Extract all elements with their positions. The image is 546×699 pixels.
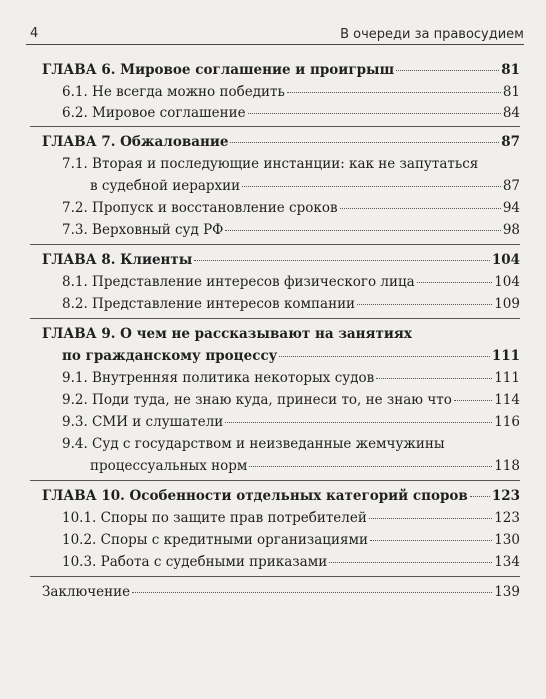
toc-section-9-3[interactable] <box>62 414 520 430</box>
leader-dots <box>376 378 492 379</box>
toc-entry-title: ГЛАВА 6. Мировое соглашение и проигрыш <box>42 62 395 78</box>
toc-entry-title: 9.3. СМИ и слушатели <box>62 414 224 430</box>
toc-section-9-4-line2[interactable] <box>90 458 520 474</box>
toc-entry-title: ГЛАВА 7. Обжалование <box>42 134 229 150</box>
running-title: В очереди за правосудием <box>340 27 524 42</box>
toc-entry-title: 7.1. Вторая и последующие инстанции: как не запутаться <box>62 156 479 172</box>
toc-entry-title: 6.1. Не всегда можно победить <box>62 84 285 100</box>
toc-entry-title-continued: процессуальных норм <box>90 458 248 474</box>
toc-page-number: 94 <box>502 200 520 216</box>
toc-entry-title: 9.2. Поди туда, не знаю куда, принеси то, не знаю что <box>62 392 452 408</box>
toc-page-number: 123 <box>494 510 520 526</box>
toc-page-number: 104 <box>494 274 520 290</box>
page-header <box>26 22 524 45</box>
divider <box>30 318 520 319</box>
toc-section-6-2[interactable] <box>62 105 520 121</box>
toc-page-number: 84 <box>502 105 520 121</box>
page-number: 4 <box>30 26 39 41</box>
toc-page-number: 114 <box>494 392 520 408</box>
leader-dots <box>454 400 492 401</box>
toc-conclusion[interactable] <box>42 584 520 600</box>
divider <box>30 126 520 127</box>
leader-dots <box>340 208 501 209</box>
toc-page-number: 111 <box>491 348 520 364</box>
toc-section-7-2[interactable] <box>62 200 520 216</box>
toc-page-number: 81 <box>502 84 520 100</box>
toc-entry-title: 7.3. Верховный суд РФ <box>62 222 224 238</box>
toc-page-number: 104 <box>491 252 520 268</box>
toc-chapter-7[interactable] <box>42 134 520 150</box>
toc-page-number: 130 <box>494 532 520 548</box>
toc-entry-title: ГЛАВА 10. Особенности отдельных категорий споров <box>42 488 468 504</box>
leader-dots <box>225 422 492 423</box>
toc-page-number: 111 <box>494 370 520 386</box>
toc-entry-title: 10.1. Споры по защите прав потребителей <box>62 510 367 526</box>
toc-page-number: 123 <box>491 488 520 504</box>
toc-section-10-3[interactable] <box>62 554 520 570</box>
toc-section-9-4-line1[interactable] <box>62 436 520 452</box>
divider <box>30 244 520 245</box>
leader-dots <box>230 142 499 143</box>
toc-page-number: 109 <box>494 296 520 312</box>
leader-dots <box>287 92 501 93</box>
leader-dots <box>132 592 492 593</box>
toc-entry-title: 7.2. Пропуск и восстановление сроков <box>62 200 338 216</box>
toc-page-number: 87 <box>502 178 520 194</box>
toc-entry-title-continued: по гражданскому процессу <box>62 348 278 364</box>
toc-entry-title: ГЛАВА 9. О чем не рассказывают на занятиях <box>42 326 412 342</box>
toc-page-number: 134 <box>494 554 520 570</box>
leader-dots <box>329 562 492 563</box>
leader-dots <box>194 260 489 261</box>
toc-section-10-2[interactable] <box>62 532 520 548</box>
toc-section-7-1-line1[interactable] <box>62 156 520 172</box>
toc-section-9-2[interactable] <box>62 392 520 408</box>
divider <box>30 480 520 481</box>
toc-section-9-1[interactable] <box>62 370 520 386</box>
toc-entry-title: 9.4. Суд с государством и неизведанные жемчужины <box>62 436 445 452</box>
leader-dots <box>357 304 492 305</box>
toc-entry-title-continued: в судебной иерархии <box>90 178 241 194</box>
toc-page-number: 81 <box>501 62 520 78</box>
toc-entry-title: 10.3. Работа с судебными приказами <box>62 554 328 570</box>
leader-dots <box>248 113 501 114</box>
leader-dots <box>279 356 489 357</box>
leader-dots <box>225 230 500 231</box>
leader-dots <box>417 282 493 283</box>
leader-dots <box>242 186 501 187</box>
toc-chapter-9-line2[interactable] <box>62 348 520 364</box>
toc-section-7-3[interactable] <box>62 222 520 238</box>
toc-section-6-1[interactable] <box>62 84 520 100</box>
toc-page-number: 98 <box>502 222 520 238</box>
toc-entry-title: 6.2. Мировое соглашение <box>62 105 246 121</box>
toc-chapter-6[interactable] <box>42 62 520 78</box>
toc-page-number: 116 <box>494 414 520 430</box>
toc-entry-title: 10.2. Споры с кредитными организациями <box>62 532 368 548</box>
leader-dots <box>470 496 490 497</box>
toc-page-number: 118 <box>494 458 520 474</box>
toc-chapter-9-line1[interactable] <box>42 326 520 342</box>
leader-dots <box>370 540 492 541</box>
toc-chapter-8[interactable] <box>42 252 520 268</box>
leader-dots <box>249 466 492 467</box>
toc-page-number: 87 <box>501 134 520 150</box>
toc-entry-title: ГЛАВА 8. Клиенты <box>42 252 193 268</box>
toc-page-number: 139 <box>494 584 520 600</box>
toc-entry-title: 9.1. Внутренняя политика некоторых судов <box>62 370 375 386</box>
toc-entry-title: Заключение <box>42 584 131 600</box>
leader-dots <box>396 70 499 71</box>
toc-section-7-1-line2[interactable] <box>90 178 520 194</box>
toc-entry-title: 8.1. Представление интересов физического лица <box>62 274 415 290</box>
toc-section-10-1[interactable] <box>62 510 520 526</box>
toc-chapter-10[interactable] <box>42 488 520 504</box>
divider <box>30 576 520 577</box>
toc-entry-title: 8.2. Представление интересов компании <box>62 296 356 312</box>
toc-section-8-1[interactable] <box>62 274 520 290</box>
leader-dots <box>369 518 492 519</box>
toc-section-8-2[interactable] <box>62 296 520 312</box>
